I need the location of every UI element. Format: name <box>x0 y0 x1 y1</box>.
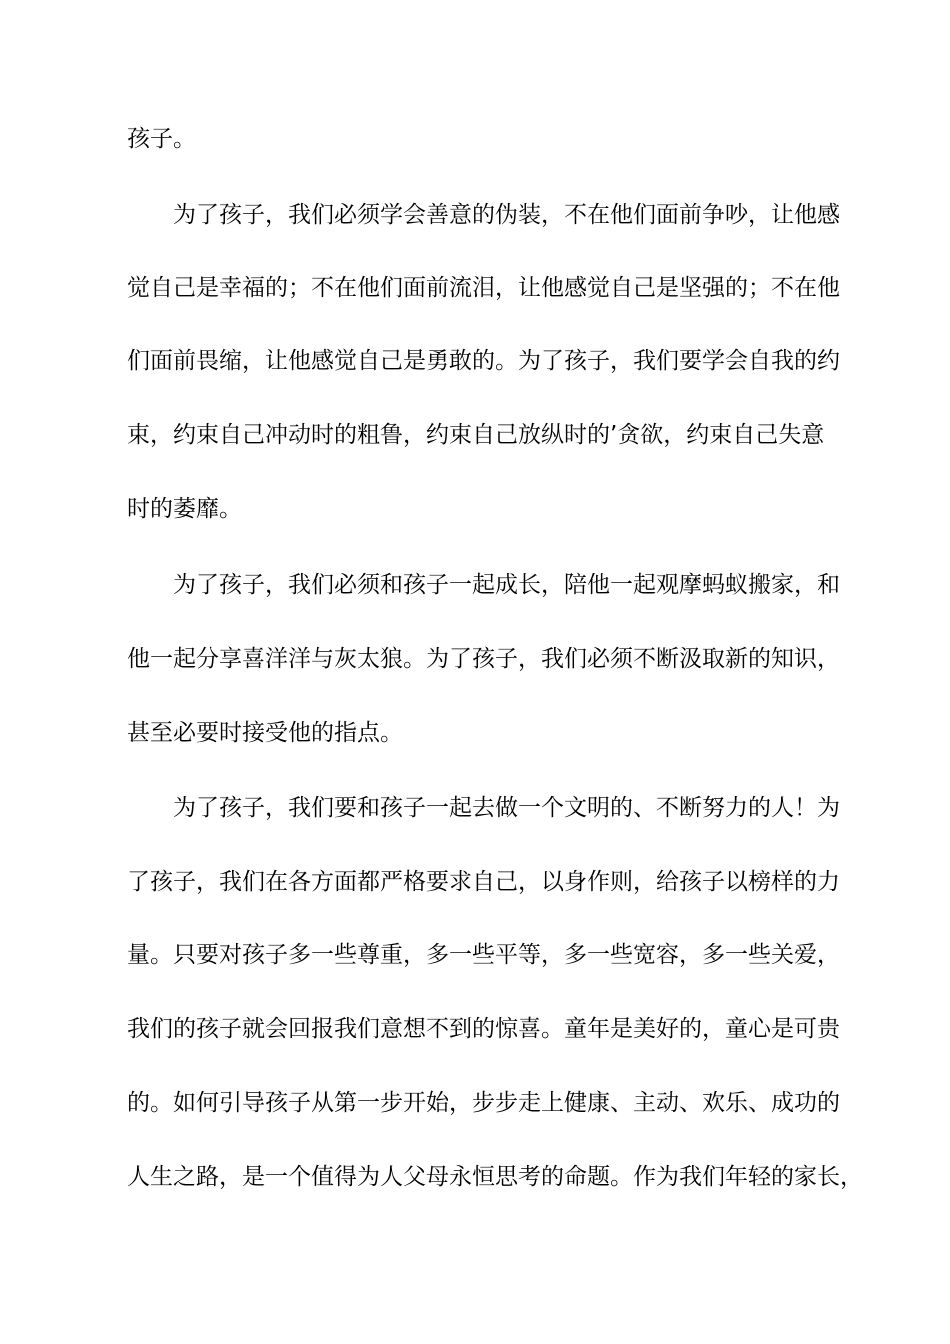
text-line: 的。如何引导孩子从第一步开始，步步走上健康、主动、欢乐、成功的 <box>127 1090 840 1116</box>
text-line: 觉自己是幸福的；不在他们面前流泪，让他感觉自己是坚强的；不在他 <box>127 275 840 301</box>
text-line: 人生之路，是一个值得为人父母永恒思考的命题。作为我们年轻的家长， <box>127 1164 863 1190</box>
text-line: 孩子。 <box>127 126 196 152</box>
text-line: 他一起分享喜洋洋与灰太狼。为了孩子，我们必须不断汲取新的知识， <box>127 646 840 672</box>
paragraph-start-line: 为了孩子，我们必须和孩子一起成长，陪他一起观摩蚂蚁搬家，和 <box>173 572 840 598</box>
text-line: 时的萎靡。 <box>127 496 242 522</box>
paragraph-start-line: 为了孩子，我们要和孩子一起去做一个文明的、不断努力的人！为 <box>173 795 840 821</box>
text-line: 甚至必要时接受他的指点。 <box>127 720 403 746</box>
text-line: 我们的孩子就会回报我们意想不到的惊喜。童年是美好的，童心是可贵 <box>127 1016 840 1042</box>
text-line: 们面前畏缩，让他感觉自己是勇敢的。为了孩子，我们要学会自我的约 <box>127 348 840 374</box>
text-line: 量。只要对孩子多一些尊重，多一些平等，多一些宽容，多一些关爱， <box>127 942 840 968</box>
text-line: 束，约束自己冲动时的粗鲁，约束自己放纵时的’贪欲，约束自己失意 <box>127 422 825 448</box>
paragraph-start-line: 为了孩子，我们必须学会善意的伪装，不在他们面前争吵，让他感 <box>173 202 840 228</box>
text-line: 了孩子，我们在各方面都严格要求自己，以身作则，给孩子以榜样的力 <box>127 869 840 895</box>
